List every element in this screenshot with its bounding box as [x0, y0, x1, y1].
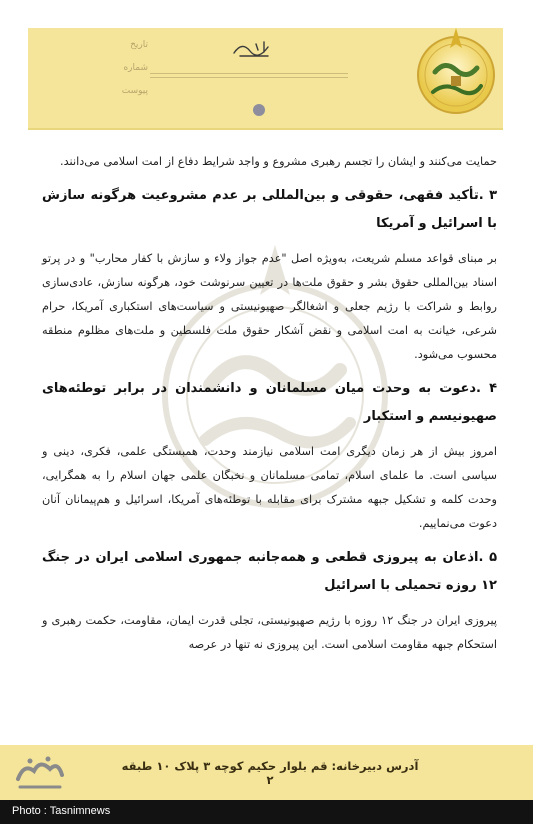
basmala-icon [230, 38, 276, 60]
section-3-body: بر مبنای قواعد مسلم شریعت، به‌ویژه اصل "عدم جواز ولاء و سازش با کفار محارب" و در پرتو اسناد بین‌المللی حقوق بشر و حقوق ملت‌ها در تعیین سرنوشت خود، هرگونه سازش، عادی‌سازی روابط و شراکت با رژیم جعلی و اشغالگر صهیونیستی و سیاست‌های استکباری آمریکا، حرام شرعی، خیانت به امت اسلامی و نقض آشکار حقوق ملت فلسطین و ملت‌های مظلوم منطقه محسوب می‌شود. [42, 252, 497, 361]
number-label: شماره [123, 63, 148, 73]
photo-credit-bar [0, 800, 533, 824]
letterhead-description [150, 70, 348, 81]
section-4-body: امروز بیش از هر زمان دیگری امت اسلامی نیازمند وحدت، همبستگی علمی، فکری، دینی و سیاسی است. ما علمای اسلام، تمامی مسلمانان و نخبگان علمی جهان اسلام را به همگرایی، وحدت کلمه و تشکیل جبهه مشترک برای مقابله با توطئه‌های آمریکا، اسرائیل و هم‌پیمانان آنان دعوت می‌نماییم. [42, 445, 497, 530]
intro-paragraph: حمایت می‌کنند و ایشان را تجسم رهبری مشروع و واجد شرایط دفاع از امت اسلامی می‌دانند. [60, 155, 497, 168]
tasnim-logo-icon [10, 749, 68, 795]
date-label: تاریخ [130, 40, 148, 50]
section-5-heading: ۵ .اذعان به پیروزی قطعی و همه‌جانبه جمهوری اسلامی ایران در جنگ ۱۲ روزه تحمیلی با اسرائیل [42, 550, 497, 593]
section-4-heading: ۴ .دعوت به وحدت میان مسلمانان و دانشمندان در برابر توطئه‌های صهیونیسم و استکبار [42, 381, 497, 424]
letter-meta [88, 40, 148, 96]
letterhead [0, 0, 533, 138]
attachment-label: پیوست [121, 86, 148, 96]
ghalam-logo-icon [415, 20, 497, 132]
secretariat-address: آدرس دبیرخانه: قم بلوار حکیم کوچه ۳ پلاک ۱۰ طبقه ۲ [121, 759, 419, 787]
section-5-body: پیروزی ایران در جنگ ۱۲ روزه با رژیم صهیونیستی، تجلی قدرت ایمان، مقاومت، حکمت رهبری و استحکام جبهه مقاومت اسلامی است. این پیروزی نه تنها در عرصه [42, 614, 498, 651]
seal-icon [253, 104, 265, 116]
section-3-heading: ۳ .تأکید فقهی، حقوقی و بین‌المللی بر عدم مشروعیت هرگونه سازش با اسرائیل و آمریکا [42, 188, 497, 231]
statement-body [42, 150, 497, 665]
photo-credit: Photo : Tasnimnews [12, 805, 111, 817]
letter-footer [0, 745, 533, 800]
